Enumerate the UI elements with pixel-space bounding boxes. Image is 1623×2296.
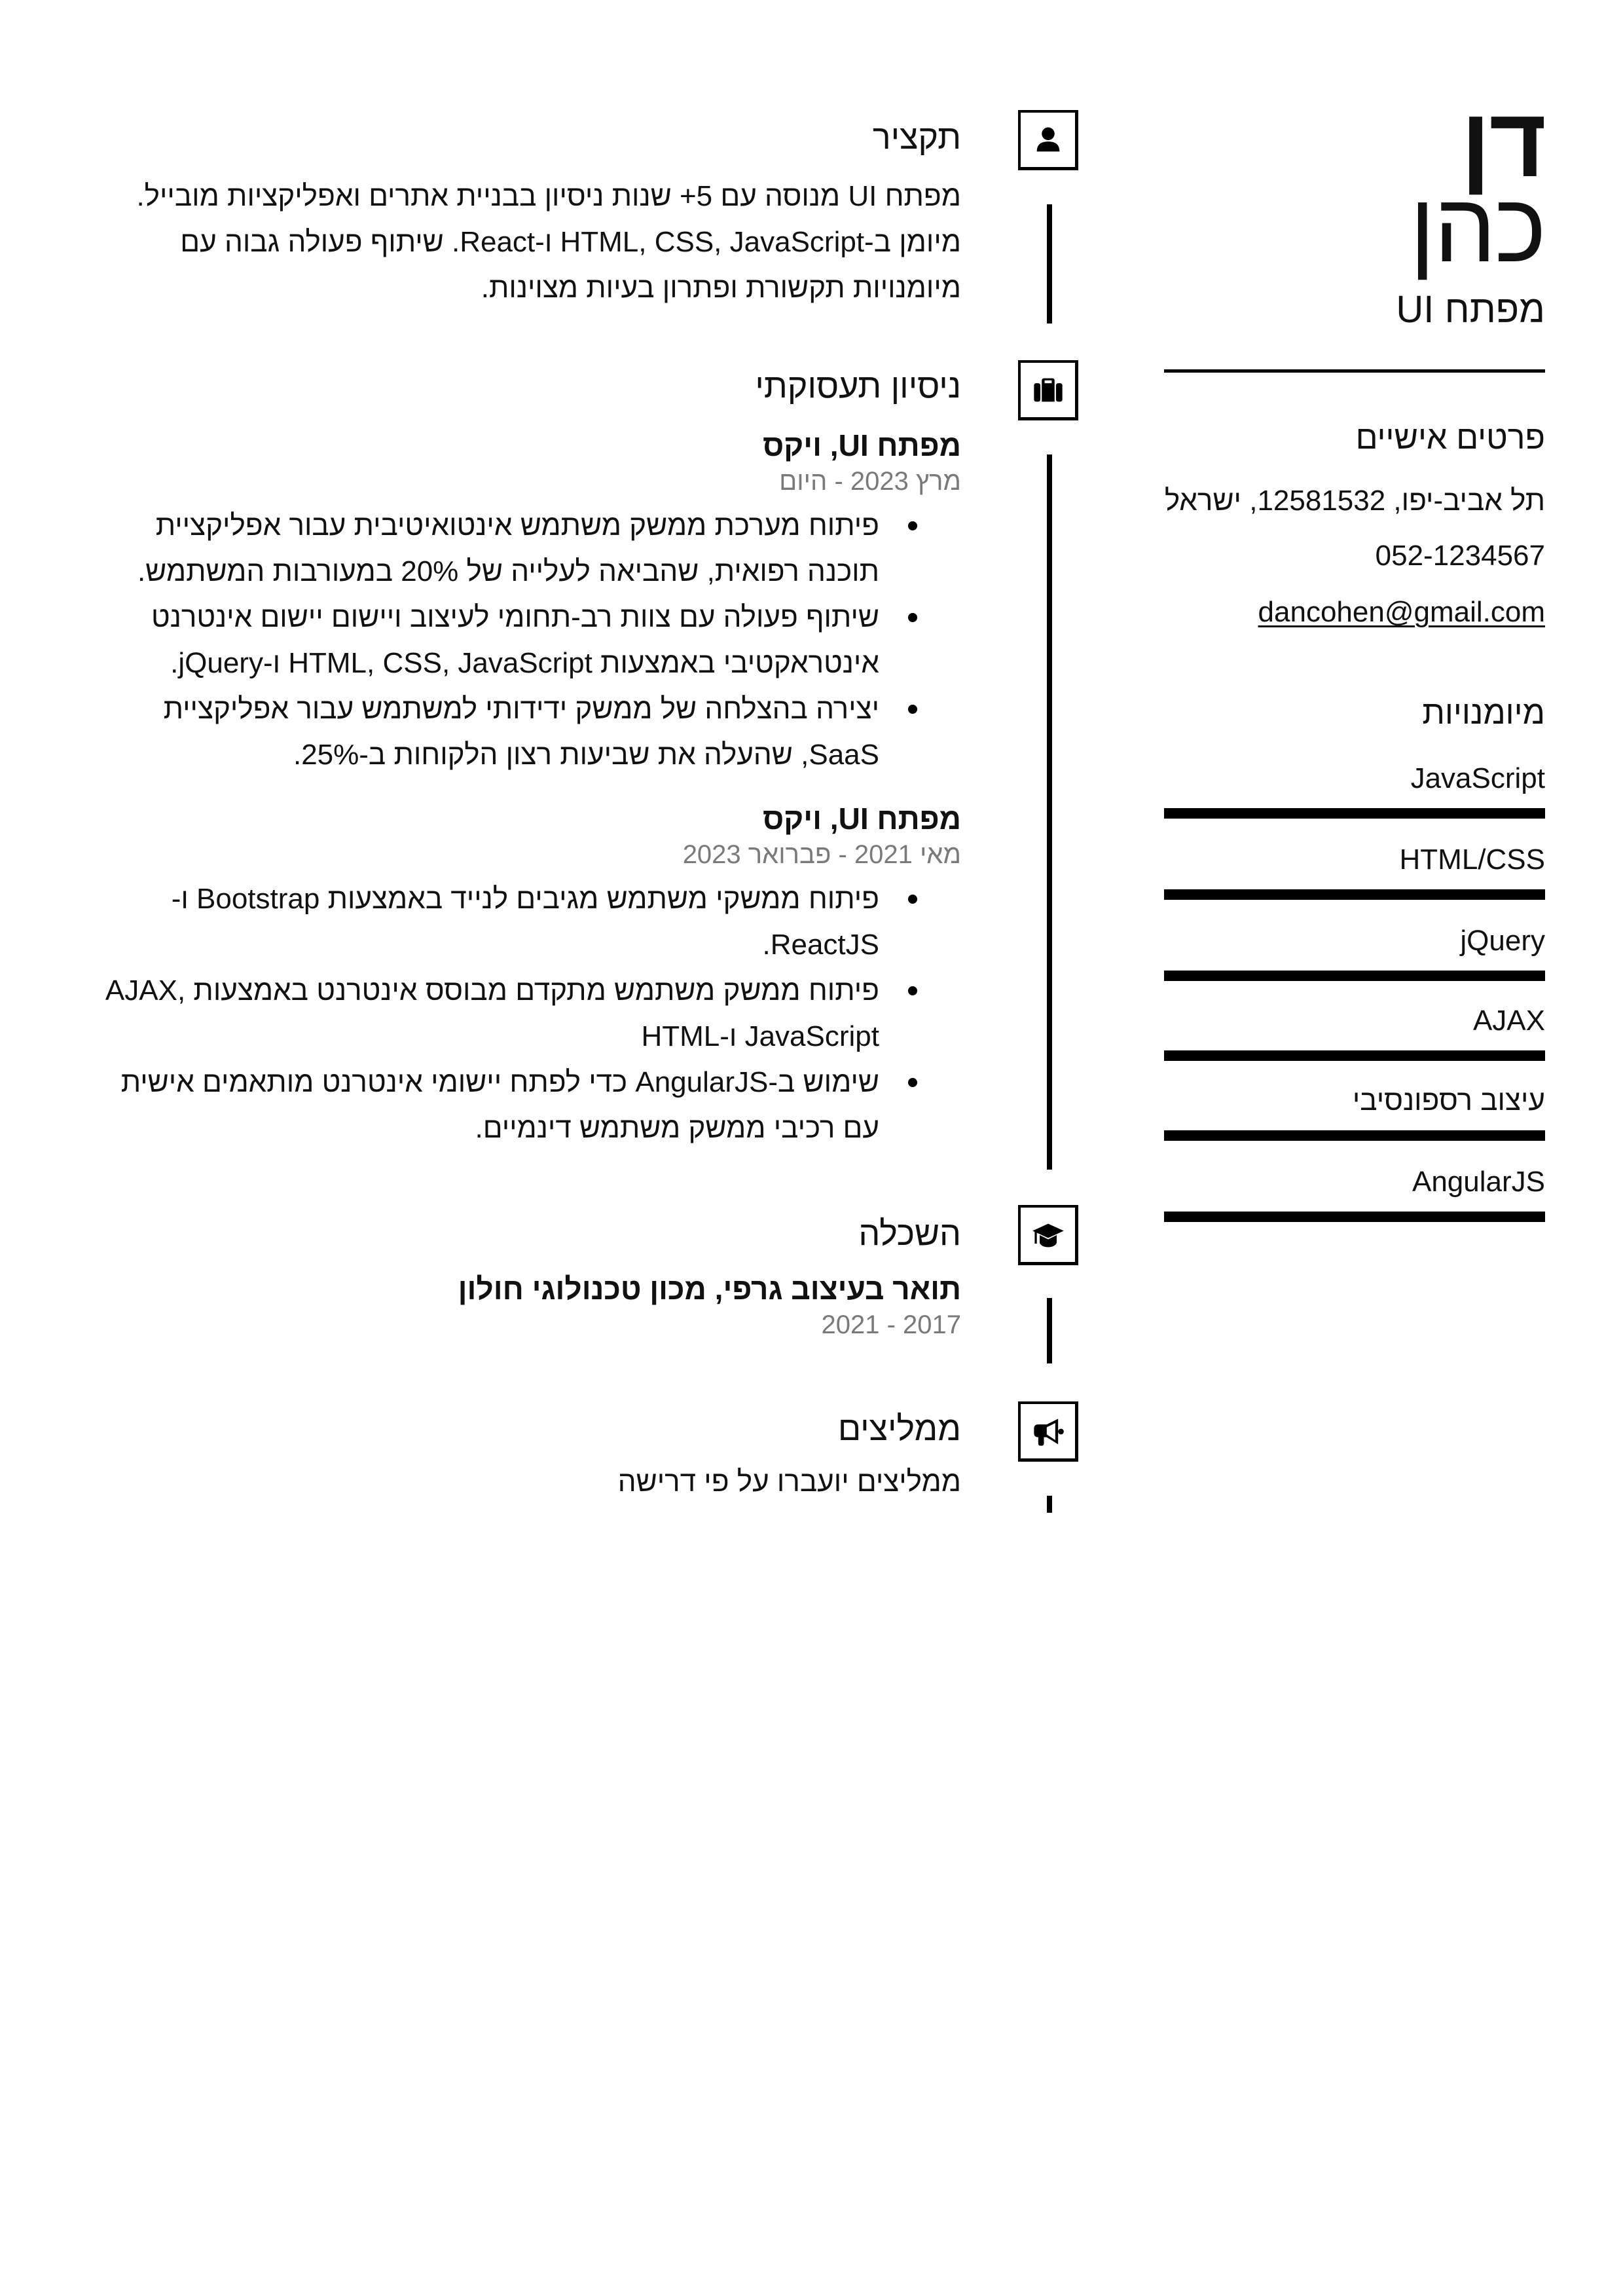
skill-item [1164,1164,1545,1236]
job-bullets [79,503,961,778]
summary-text: מפתח UI מנוסה עם 5+ שנות ניסיון בבניית אתרים ואפליקציות מובייל. מיומן ב-HTML, CSS, JavaScript ו-React. שיתוף פעולה גבוה עם מיומנויות תקשורת ופתרון בעיות מצוינות. [136,180,961,304]
sidebar [1164,0,1545,1244]
phone: 052-1234567 [1375,540,1545,572]
skill-label: עיצוב רספונסיבי [1352,1084,1545,1117]
references-text: ממליצים יועברו על פי דרישה [617,1466,961,1498]
skill-item [1164,923,1545,995]
job-dates: מאי 2021 - פברואר 2023 [682,840,961,869]
bullet-item: שימוש ב-AngularJS כדי לפתח יישומי אינטרנט מותאמים אישית עם רכיבי ממשק משתמש דינמיים. [79,1060,879,1151]
section-title-summary: תקציר [872,119,961,157]
bullet-item: פיתוח ממשק משתמש מתקדם מבוסס אינטרנט באמצעות AJAX, JavaScript ו-HTML [79,968,879,1060]
bullet-item: שיתוף פעולה עם צוות רב-תחומי לעיצוב ויישום יישום אינטרנט אינטראקטיבי באמצעות HTML, CSS, JavaScript ו-jQuery. [79,595,879,686]
job-role: מפתח UI, ויקס [763,428,961,462]
skill-level-bar [1164,808,1545,819]
skill-level-bar [1164,1130,1545,1141]
skills-heading: מיומנויות [1422,694,1545,731]
skill-item [1164,1083,1545,1155]
job-title: מפתח UI [1396,288,1545,331]
education-dates: 2017 - 2021 [821,1310,961,1339]
degree: תואר בעיצוב גרפי, מכון טכנולוגי חולון [458,1272,961,1306]
job-role: מפתח UI, ויקס [763,802,961,836]
summary-icon-box [1018,110,1078,170]
bullet-item: יצירה בהצלחה של ממשק ידידותי למשתמש עבור אפליקציית SaaS, שהעלה את שביעות רצון הלקוחות ב-25%. [79,686,879,778]
job-bullets [79,876,961,1151]
skill-label: jQuery [1460,925,1545,957]
skill-level-bar [1164,1212,1545,1222]
bullet-item: פיתוח מערכת ממשק משתמש אינטואיטיבית עבור אפליקציית תוכנה רפואית, שהביאה לעלייה של 20% במעורבות המשתמש. [79,503,879,595]
email-link[interactable]: dancohen@gmail.com [1258,596,1545,628]
timeline-line [1047,454,1052,1170]
education-icon-box [1018,1205,1078,1265]
skill-item [1164,842,1545,914]
graduation-cap-icon [1031,1218,1065,1252]
megaphone-icon [1031,1415,1065,1449]
user-icon [1031,123,1065,157]
first-name: דן [1461,87,1545,197]
job-dates: מרץ 2023 - היום [779,467,961,496]
skill-label: HTML/CSS [1399,843,1545,876]
skill-item [1164,761,1545,833]
skill-level-bar [1164,889,1545,900]
skill-label: AJAX [1472,1005,1545,1037]
timeline-line [1047,1298,1052,1363]
section-title-experience: ניסיון תעסוקתי [755,367,961,405]
skill-level-bar [1164,1050,1545,1061]
address: תל אביב-יפו, 12581532, ישראל [1164,485,1545,517]
skill-level-bar [1164,971,1545,981]
section-title-references: ממליצים [837,1410,961,1448]
bullet-item: פיתוח ממשקי משתמש מגיבים לנייד באמצעות Bootstrap ו-ReactJS. [79,876,879,968]
last-name: כהן [1410,172,1545,282]
skill-label: JavaScript [1410,762,1545,794]
references-icon-box [1018,1401,1078,1462]
personal-details-heading: פרטים אישיים [1355,419,1545,456]
briefcase-icon [1031,373,1065,407]
experience-icon-box [1018,360,1078,420]
timeline-line [1047,1496,1052,1513]
skill-label: AngularJS [1412,1166,1545,1198]
section-title-education: השכלה [858,1215,961,1253]
sidebar-divider [1164,369,1545,373]
skill-item [1164,1003,1545,1075]
timeline-line [1047,204,1052,324]
